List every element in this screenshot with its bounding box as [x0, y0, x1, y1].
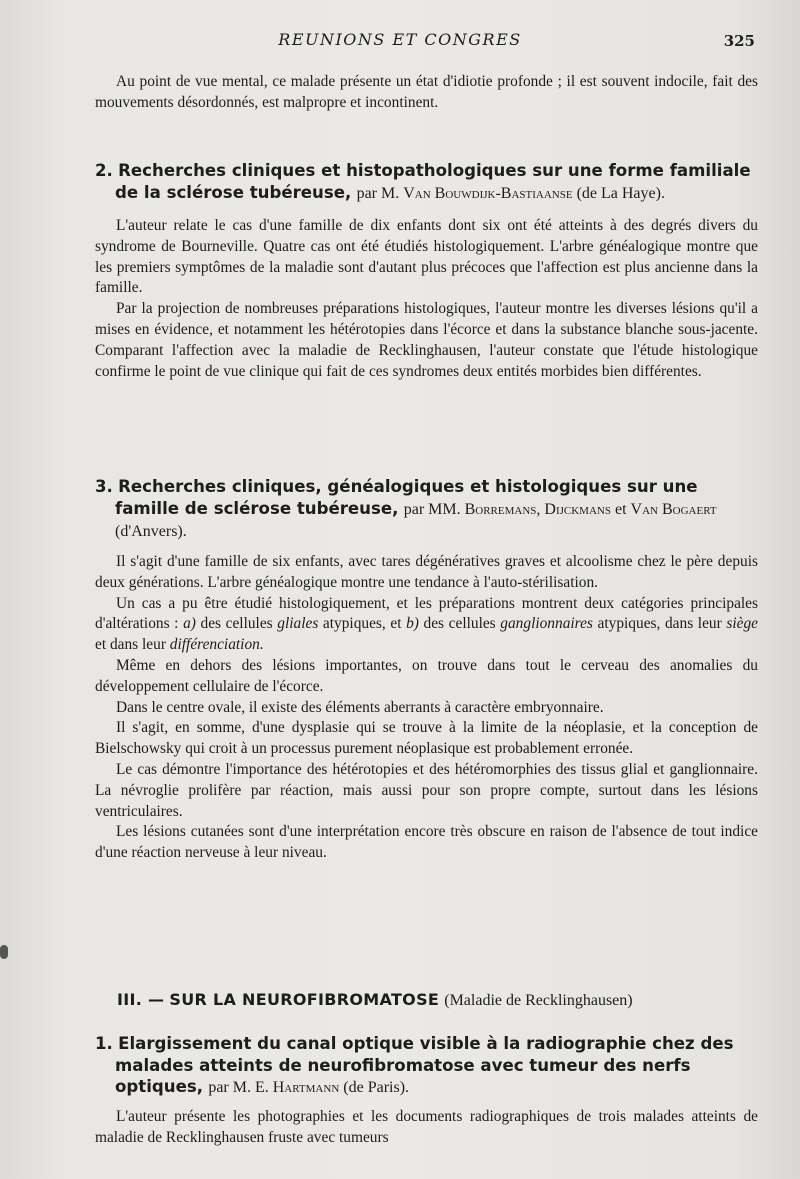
part-3-section-1-authors-prefix: par M. E. [208, 1079, 269, 1096]
section-3-title: Recherches cliniques, généalogiques et histologiques sur une famille de sclérose tubéreuse, [115, 477, 698, 518]
section-3-authors-prefix: par MM. [403, 500, 461, 518]
section-3-paragraph-7: Les lésions cutanées sont d'une interprétation encore très obscure en raison de l'absence de tout indice d'une réaction nerveuse à leur niveau. [95, 823, 758, 862]
part-3-section-1-paragraph: L'auteur présente les photographies et les documents radiographiques de trois malades atteints de maladie de Recklinghausen fruste avec tumeurs [95, 1108, 758, 1146]
section-3-paragraph-3: Même en dehors des lésions importantes, on trouve dans tout le cerveau des anomalies du développement cellulaire de l'écorce. [95, 656, 758, 695]
section-3-paragraph-6: Le cas démontre l'importance des hétérotopies et des hétéromorphies des tissus glial et ganglionnaire. La névroglie prolifère par réaction, mais aussi pour son propre compte, surtout dans les lésions ventriculaires. [95, 760, 758, 820]
section-3-author-3: Van Bogaert [630, 500, 717, 518]
section-2-heading [95, 160, 758, 204]
section-3-author-1: Borremans, [464, 500, 541, 518]
section-2-body [95, 216, 758, 382]
scan-blemish [0, 945, 8, 959]
section-3-number: 3. [95, 477, 113, 496]
section-2-authors-prefix: par M. [356, 184, 400, 202]
part-3-heading [117, 989, 767, 1012]
text-run: des cellules [195, 615, 278, 633]
intro-paragraph: Au point de vue mental, ce malade présente un état d'idiotie profonde ; il est souvent indocile, fait des mouvements désordonnés, est malpropre et incontinent. [95, 73, 758, 111]
part-3-section-1-affiliation: (de Paris). [343, 1079, 410, 1096]
section-2-paragraph-2: Par la projection de nombreuses préparations histologiques, l'auteur montre les diverses lésions qu'il a mises en évidence, et notamment les hétérotopies dans l'écorce et dans la substance blanche sous-jacente. Comparant l'affection avec la maladie de Recklinghausen, l'auteur constate que l'étude histologique confirme le point de vue clinique qui fait de ces syndromes deux entités morbides bien différentes. [95, 300, 758, 380]
section-2-number: 2. [95, 161, 113, 180]
text-run: et dans leur [95, 636, 170, 654]
part-3-section-1-number: 1. [95, 1034, 113, 1053]
text-run: atypiques, dans leur [592, 615, 727, 633]
running-head-title: REUNIONS ET CONGRES [278, 30, 522, 49]
label-a: a) [183, 615, 196, 633]
section-3-author-2: Dijckmans [544, 500, 611, 518]
section-3-heading [95, 476, 758, 543]
term-ganglionnaires: ganglionnaires [500, 615, 593, 633]
part-3-subtitle: (Maladie de Recklinghausen) [444, 992, 633, 1009]
section-3-paragraph-4: Dans le centre ovale, il existe des éléments aberrants à caractère embryonnaire. [116, 698, 604, 716]
part-3-section-1-heading [95, 1033, 758, 1099]
label-b: b) [406, 615, 419, 633]
section-3-and: et [614, 500, 627, 518]
section-2-author: Van Bouwdijk-Bastiaanse [403, 184, 573, 202]
section-3-paragraph-1: Il s'agit d'une famille de six enfants, avec tares dégénératives graves et alcoolisme chez le père depuis deux générations. L'arbre généalogique montre une tendance à l'auto-stérilisation. [95, 553, 758, 591]
part-3-number: III. — [117, 990, 165, 1009]
section-2-title: Recherches cliniques et histopathologiques sur une forme familiale de la sclérose tubéreuse, [115, 161, 751, 202]
part-3-section-1-body [95, 1107, 758, 1149]
intro-paragraph-block [95, 72, 758, 114]
section-2-paragraph-1: L'auteur relate le cas d'une famille de dix enfants dont six ont été atteints à des degrés divers du syndrome de Bourneville. Quatre cas ont été étudiés histologiquement. L'arbre généalogique montre que les premiers symptômes de la maladie sont d'autant plus précoces que l'affection est plus ancienne dans la famille. [95, 217, 758, 297]
term-differenciation: différenciation. [169, 636, 264, 654]
page-number: 325 [723, 32, 755, 50]
text-run: atypiques, et [318, 615, 407, 633]
section-2-affiliation: (de La Haye). [576, 184, 665, 202]
part-3-title: SUR LA NEUROFIBROMATOSE [169, 990, 440, 1009]
section-3-paragraph-2 [95, 594, 758, 656]
section-3-affiliation: (d'Anvers). [115, 523, 187, 540]
text-run: des cellules [418, 615, 501, 633]
part-3-section-1-author: Hartmann [272, 1079, 340, 1096]
section-3-paragraph-5: Il s'agit, en somme, d'une dysplasie qui se trouve à la limite de la néoplasie, et la conception de Bielschowsky qui croit à un processus purement néoplasique est probablement erronée. [95, 719, 758, 758]
part-3-section-1-title: Elargissement du canal optique visible à la radiographie chez des malades atteints de neurofibromatose avec tumeur des nerfs optiques, [115, 1034, 734, 1096]
text-run: Un cas a pu être étudié histologiquement, et les préparations montrent deux catégories principales d'altérations : [95, 594, 758, 633]
term-gliales: gliales [277, 615, 319, 633]
running-head [0, 30, 800, 52]
section-3-body [95, 552, 758, 864]
term-siege: siège [726, 615, 758, 633]
